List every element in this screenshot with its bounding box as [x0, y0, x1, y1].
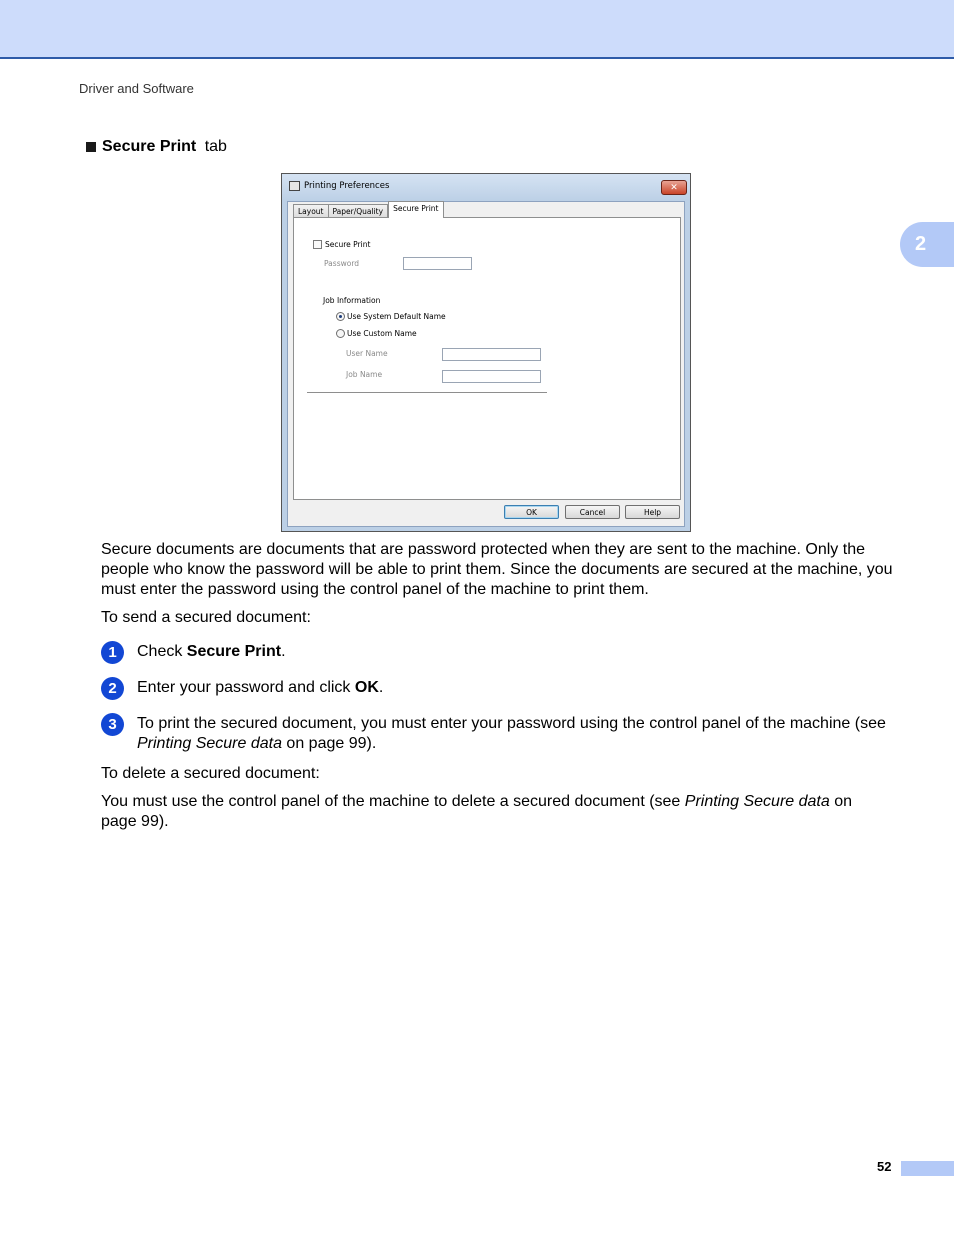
- step-2: [101, 677, 896, 701]
- step-number-2: 2: [101, 677, 124, 700]
- chapter-number: 2: [915, 233, 927, 255]
- dialog-title: Printing Preferences: [304, 181, 390, 191]
- secure-print-label: Secure Print: [325, 240, 371, 249]
- delete-text-italic: Printing Secure data: [684, 793, 830, 810]
- section-heading-rest: tab: [200, 138, 227, 155]
- step-3-italic: Printing Secure data: [137, 735, 282, 752]
- intro-paragraph: Secure documents are documents that are password protected when they are sent to the machine. Only the people who know the password will be able to print them. Since the documents are secured at the machine, you must enter the password using the control panel of the machine to print them.: [101, 541, 893, 598]
- job-name-label: Job Name: [346, 370, 383, 379]
- step-3-pre: To print the secured document, you must enter your password using the control panel of the machine (see: [137, 715, 891, 732]
- step-1-text: [137, 642, 897, 662]
- radio-custom-name[interactable]: [336, 329, 345, 338]
- delete-paragraph: [101, 792, 891, 832]
- step-1-pre: Check: [137, 643, 187, 660]
- password-field[interactable]: [403, 257, 472, 270]
- tab-layout[interactable]: Layout: [293, 204, 329, 218]
- step-2-pre: Enter your password and click: [137, 679, 355, 696]
- running-header: Driver and Software: [79, 81, 194, 96]
- step-2-post: .: [378, 679, 384, 696]
- help-button[interactable]: Help: [625, 505, 680, 519]
- separator-line: [307, 392, 547, 393]
- header-band: [0, 0, 954, 59]
- chapter-tab: [900, 222, 954, 267]
- radio-custom-label: Use Custom Name: [347, 329, 417, 338]
- send-heading: To send a secured document:: [101, 609, 311, 626]
- step-2-text: [137, 678, 897, 698]
- step-number-3: 3: [101, 713, 124, 736]
- step-3-post: on page 99).: [281, 735, 377, 752]
- printing-preferences-dialog: [281, 173, 691, 532]
- section-heading-bold: Secure Print: [102, 138, 197, 155]
- user-name-label: User Name: [346, 349, 388, 358]
- step-1-post: .: [281, 643, 286, 660]
- tab-secure-print[interactable]: Secure Print: [388, 201, 443, 218]
- page-number: 52: [877, 1159, 892, 1174]
- close-button[interactable]: [661, 180, 687, 195]
- step-1-bold: Secure Print: [186, 643, 282, 660]
- dialog-titlebar: [282, 174, 690, 201]
- delete-text-pre: You must use the control panel of the machine to delete a secured document (see: [101, 793, 685, 810]
- ok-button[interactable]: OK: [504, 505, 559, 519]
- step-2-bold: OK: [354, 679, 379, 696]
- radio-system-default-label: Use System Default Name: [347, 312, 446, 321]
- step-3: [101, 713, 896, 757]
- user-name-field[interactable]: [442, 348, 541, 361]
- delete-heading: To delete a secured document:: [101, 765, 320, 782]
- secure-print-panel: [293, 217, 681, 500]
- step-number-1: 1: [101, 641, 124, 664]
- delete-text-post: on page 99).: [101, 793, 857, 830]
- job-name-field[interactable]: [442, 370, 541, 383]
- tab-paper-quality[interactable]: Paper/Quality: [328, 204, 389, 218]
- tab-strip: [293, 202, 443, 218]
- job-information-label: Job Information: [323, 296, 381, 305]
- secure-print-checkbox[interactable]: [313, 240, 322, 249]
- printer-icon: [289, 181, 300, 191]
- footer-bar: [901, 1161, 954, 1176]
- cancel-button[interactable]: Cancel: [565, 505, 620, 519]
- close-icon: ✕: [670, 182, 678, 193]
- dialog-client: [287, 201, 685, 527]
- radio-system-default-name[interactable]: [336, 312, 345, 321]
- password-label: Password: [324, 259, 360, 268]
- step-1: [101, 641, 896, 665]
- section-heading: [86, 138, 227, 156]
- step-3-text: [137, 714, 897, 754]
- square-bullet-icon: [86, 142, 96, 152]
